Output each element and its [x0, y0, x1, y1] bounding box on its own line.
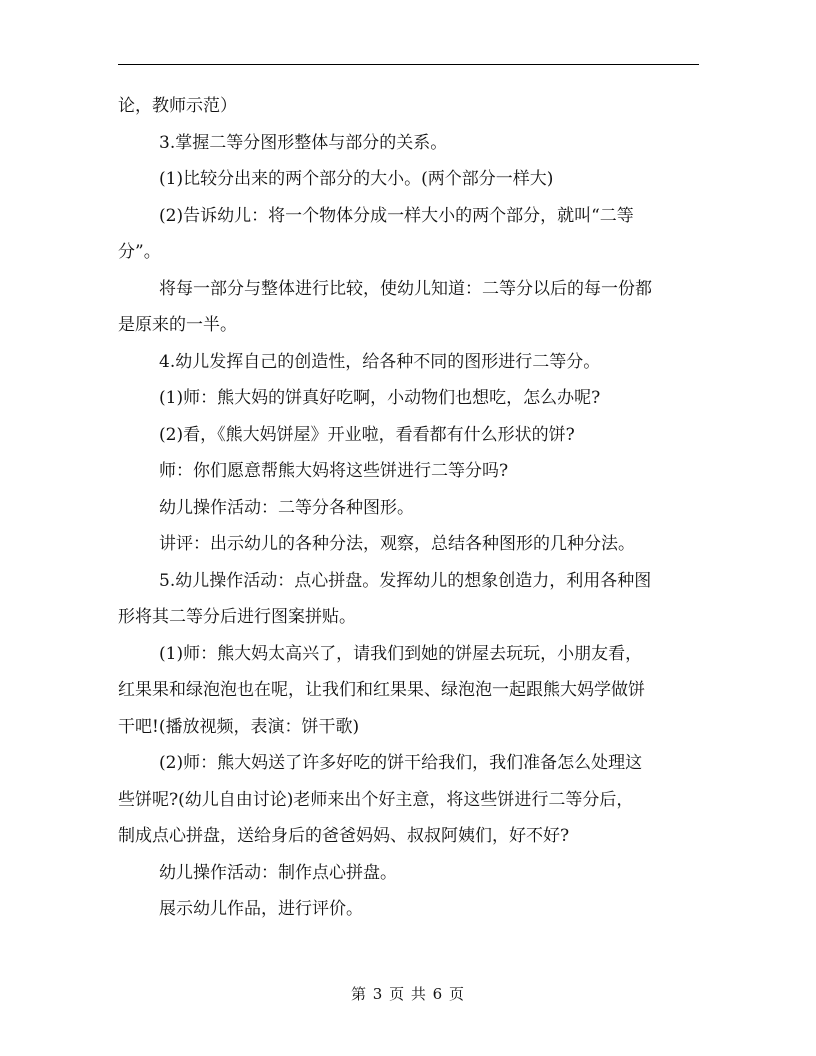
text-line: 3.掌握二等分图形整体与部分的关系。 — [159, 132, 448, 153]
text-line: 干吧!(播放视频，表演：饼干歌) — [118, 716, 360, 737]
text-line: 是原来的一半。 — [118, 315, 237, 335]
text-line: (1)师：熊大妈的饼真好吃啊，小动物们也想吃，怎么办呢? — [159, 388, 601, 408]
text-line: 论，教师示范） — [118, 96, 237, 116]
header-rule — [118, 64, 699, 65]
text-line: 形将其二等分后进行图案拼贴。 — [118, 607, 356, 627]
text-line: 将每一部分与整体进行比较，使幼儿知道：二等分以后的每一份都 — [159, 278, 652, 299]
text-line: 幼儿操作活动：制作点心拼盘。 — [159, 862, 397, 883]
text-line: 些饼呢?(幼儿自由讨论)老师来出个好主意，将这些饼进行二等分后， — [118, 789, 634, 810]
text-line: (2)师：熊大妈送了许多好吃的饼干给我们，我们准备怎么处理这 — [159, 753, 643, 773]
text-line: 幼儿操作活动：二等分各种图形。 — [159, 497, 414, 518]
text-line: 分”。 — [118, 242, 161, 262]
text-line: 4.幼儿发挥自己的创造性，给各种不同的图形进行二等分。 — [159, 351, 601, 372]
text-line: 制成点心拼盘，送给身后的爸爸妈妈、叔叔阿姨们，好不好? — [118, 826, 570, 846]
text-line: 师：你们愿意帮熊大妈将这些饼进行二等分吗? — [159, 461, 509, 481]
text-line: 讲评：出示幼儿的各种分法，观察，总结各种图形的几种分法。 — [159, 534, 635, 554]
text-line: (2)看，《熊大妈饼屋》开业啦，看看都有什么形状的饼? — [159, 424, 575, 445]
text-line: 展示幼儿作品，进行评价。 — [159, 899, 363, 919]
page-number: 第 3 页 共 6 页 — [351, 985, 465, 1003]
text-line: 红果果和绿泡泡也在呢，让我们和红果果、绿泡泡一起跟熊大妈学做饼 — [118, 680, 645, 700]
text-line: (1)比较分出来的两个部分的大小。(两个部分一样大) — [159, 169, 554, 189]
text-line: (1)师：熊大妈太高兴了，请我们到她的饼屋去玩玩，小朋友看， — [159, 643, 643, 664]
text-line: (2)告诉幼儿：将一个物体分成一样大小的两个部分，就叫“二等 — [159, 205, 634, 226]
text-line: 5.幼儿操作活动：点心拼盘。发挥幼儿的想象创造力，利用各种图 — [159, 570, 652, 591]
document-body — [118, 88, 699, 928]
